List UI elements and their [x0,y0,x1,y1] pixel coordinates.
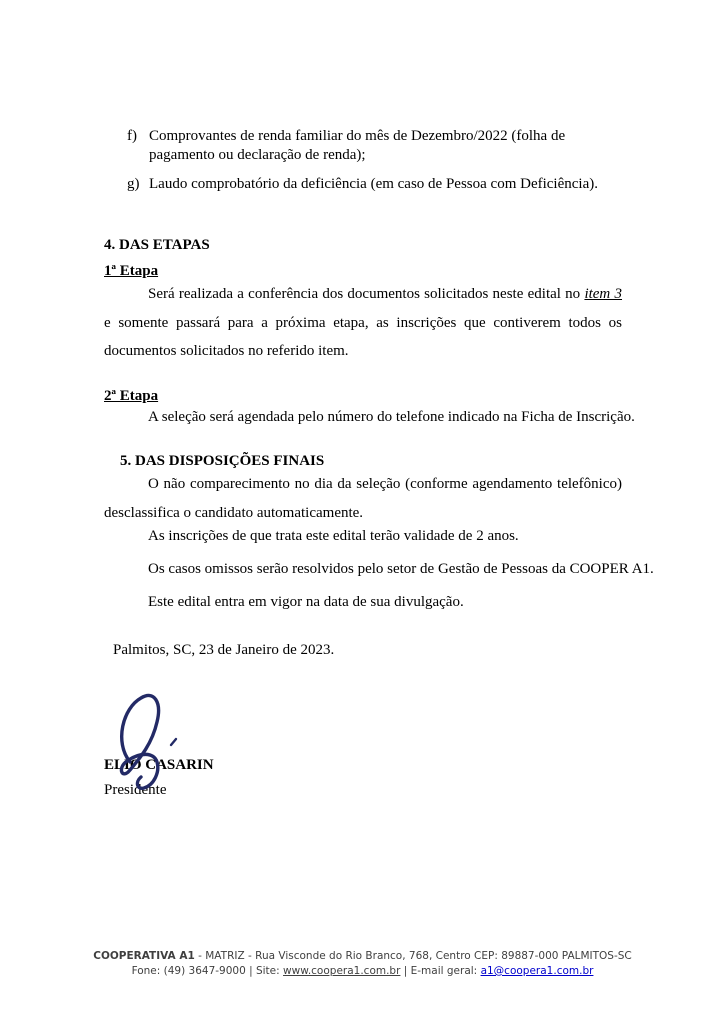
signer-name: ELIO CASARIN [104,757,214,773]
etapa1-paragraph [104,280,622,366]
footer-line-1 [0,949,725,964]
list-item-g [127,175,619,194]
section5-paragraph-3: Os casos omissos serão resolvidos pelo setor de Gestão de Pessoas da COOPER A1. [148,561,654,577]
list-item-g-text: Laudo comprobatório da deficiência (em caso de Pessoa com Deficiência). [149,176,598,192]
signature-image [108,692,193,794]
etapa1-paragraph-text-after: e somente passará para a próxima etapa, as inscrições que contiverem todos os documentos solicitados no referido item. [104,314,622,359]
list-item-f [127,127,619,165]
section5-paragraph-1: O não comparecimento no dia da seleção (conforme agendamento telefônico) desclassifica o candidato automaticamente. [104,476,622,521]
list-item-g-marker: g) [127,176,140,192]
etapa1-heading: 1ª Etapa [104,263,159,279]
footer-site-link[interactable]: www.coopera1.com.br [283,965,401,977]
etapa2-heading: 2ª Etapa [104,388,159,404]
section4-title: 4. DAS ETAPAS [104,237,210,253]
footer-address: - MATRIZ - Rua Visconde do Rio Branco, 768, Centro CEP: 89887-000 PALMITOS-SC [194,950,632,962]
list-item-f-text: Comprovantes de renda familiar do mês de Dezembro/2022 (folha de pagamento ou declaração de renda); [149,128,566,163]
section5-title: 5. DAS DISPOSIÇÕES FINAIS [120,453,325,469]
page-footer [0,949,725,979]
signer-title: Presidente [104,782,167,798]
footer-email-link[interactable]: a1@coopera1.com.br [480,965,594,977]
etapa1-paragraph-text-before: Será realizada a conferência dos documentos solicitados neste edital no [148,286,585,302]
dateline: Palmitos, SC, 23 de Janeiro de 2023. [113,642,335,658]
list-item-f-marker: f) [127,128,137,144]
footer-org-name: COOPERATIVA A1 [93,950,195,962]
footer-line-2 [0,964,725,979]
footer-phone: Fone: (49) 3647-9000 | Site: [131,965,284,977]
signature-tick-stroke [171,739,176,745]
section5-paragraph-2: As inscrições de que trata este edital terão validade de 2 anos. [148,528,519,544]
section5-paragraph-4: Este edital entra em vigor na data de sua divulgação. [148,594,464,610]
etapa2-paragraph: A seleção será agendada pelo número do telefone indicado na Ficha de Inscrição. [148,409,635,425]
footer-email-label: | E-mail geral: [400,965,481,977]
item3-cross-reference: item 3 [584,286,623,302]
document-list [127,127,619,204]
